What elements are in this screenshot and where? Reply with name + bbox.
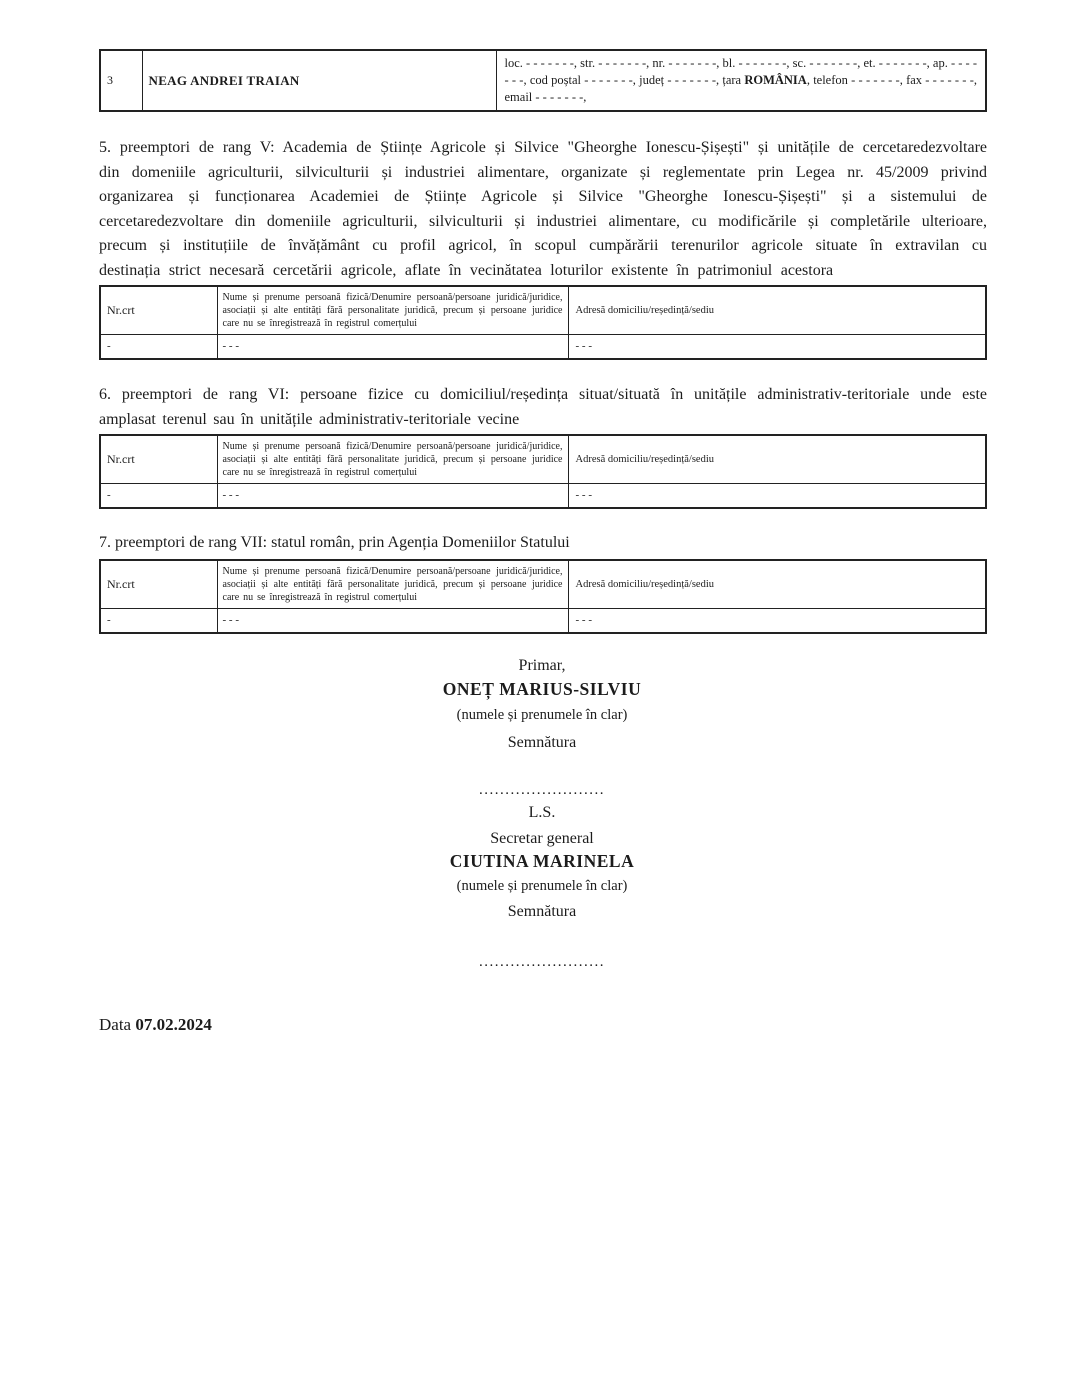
address-text-after: , telefon - - - - - - -, fax - - - - - - -, email - - - - - - -, [504, 73, 977, 104]
address-text: loc. - - - - - - -, str. - - - - - - -, nr. - - - - - - -, bl. - - - - - - -, sc. - - - - - - -, et. - - - - - - -, ap. - - - - - - -, cod poștal - - - - - - -, județ - - - - - - -, țara [504, 56, 977, 87]
preemptor-table-rang-7 [99, 559, 987, 634]
table-row [100, 50, 986, 111]
signature-dotted-line: ........................ [479, 782, 605, 798]
header-name-cell: Nume și prenume persoană fizică/Denumire persoană/persoane juridică/juridice, asociații și alte entități fără personalitate juridică, precum și persoane juridice care nu se înregistrează în registrul comerțului [217, 435, 568, 483]
table-empty-row [100, 334, 986, 359]
table-header-row [100, 435, 986, 483]
primar-name: ONEȚ MARIUS-SILVIU [442, 679, 642, 699]
ls-label: L.S. [528, 804, 556, 821]
date-line [99, 1015, 212, 1035]
empty-nr-cell: - [100, 334, 217, 359]
signature-label: Semnătura [507, 903, 577, 920]
empty-address-cell: - - - [568, 334, 986, 359]
table-empty-row [100, 483, 986, 508]
owner-name-cell: NEAG ANDREI TRAIAN [142, 50, 496, 111]
header-address-cell: Adresă domiciliu/reședință/sediu [568, 286, 986, 334]
table-header-row [100, 560, 986, 608]
signature-label: Semnătura [507, 734, 577, 751]
name-note: (numele și prenumele în clar) [456, 878, 628, 894]
table-empty-row [100, 608, 986, 633]
signature-dotted-line: ........................ [479, 954, 605, 970]
header-nr-cell: Nr.crt [100, 286, 217, 334]
empty-address-cell: - - - [568, 483, 986, 508]
empty-name-cell: - - - [217, 483, 568, 508]
preemptor-table-rang-6 [99, 434, 987, 509]
empty-nr-cell: - [100, 608, 217, 633]
empty-name-cell: - - - [217, 608, 568, 633]
secretar-name: CIUTINA MARINELA [449, 851, 635, 871]
header-address-cell: Adresă domiciliu/reședință/sediu [568, 435, 986, 483]
address-country: ROMÂNIA [744, 73, 807, 87]
name-note: (numele și prenumele în clar) [456, 707, 628, 723]
header-nr-cell: Nr.crt [100, 560, 217, 608]
empty-address-cell: - - - [568, 608, 986, 633]
section-7-paragraph: 7. preemptori de rang VII: statul român, prin Agenția Domeniilor Statului [99, 534, 570, 551]
date-label: Data [99, 1015, 136, 1034]
header-name-cell: Nume și prenume persoană fizică/Denumire persoană/persoane juridică/juridice, asociații și alte entități fără personalitate juridică, precum și persoane juridice care nu se înregistrează în registrul comerțului [217, 560, 568, 608]
address-cell [496, 50, 986, 111]
date-value: 07.02.2024 [135, 1015, 212, 1034]
header-address-cell: Adresă domiciliu/reședință/sediu [568, 560, 986, 608]
section-5-paragraph: 5. preemptori de rang V: Academia de Științe Agricole și Silvice "Gheorghe Ionescu-Șișești" și unitățile de cercetaredezvoltare din domeniile agriculturii, silviculturii și industriei alimentare, organizate și reglementate prin Legea nr. 45/2009 privind organizarea și funcționarea Academiei de Științe Agricole și Silvice "Gheorghe Ionescu-Șișești" și a sistemului de cercetaredezvoltare din domeniile agriculturii, silviculturii și industriei alimentare, cu modificările și completările ulterioare, precum și instituțiile de învățământ cu profil agricol, în scopul cumpărării terenurilor agricole situate în extravilan cu destinația strict necesară cercetării agricole, aflate în vecinătatea loturilor existente în patrimoniul acestora [99, 139, 987, 279]
preemptor-table-rang-5 [99, 285, 987, 360]
row-number-cell: 3 [100, 50, 142, 111]
empty-name-cell: - - - [217, 334, 568, 359]
secretar-title: Secretar general [490, 830, 594, 847]
section-6-paragraph: 6. preemptori de rang VI: persoane fizice cu domiciliul/reședința situat/situată în unitățile administrativ-teritoriale unde este amplasat terenul sau în unitățile administrativ-teritoriale vecine [99, 386, 987, 428]
header-name-cell: Nume și prenume persoană fizică/Denumire persoană/persoane juridică/juridice, asociații și alte entități fără personalitate juridică, precum și persoane juridice care nu se înregistrează în registrul comerțului [217, 286, 568, 334]
primar-title: Primar, [518, 657, 566, 674]
empty-nr-cell: - [100, 483, 217, 508]
table-header-row [100, 286, 986, 334]
header-nr-cell: Nr.crt [100, 435, 217, 483]
signature-block [99, 653, 985, 983]
continuation-table [99, 49, 987, 112]
